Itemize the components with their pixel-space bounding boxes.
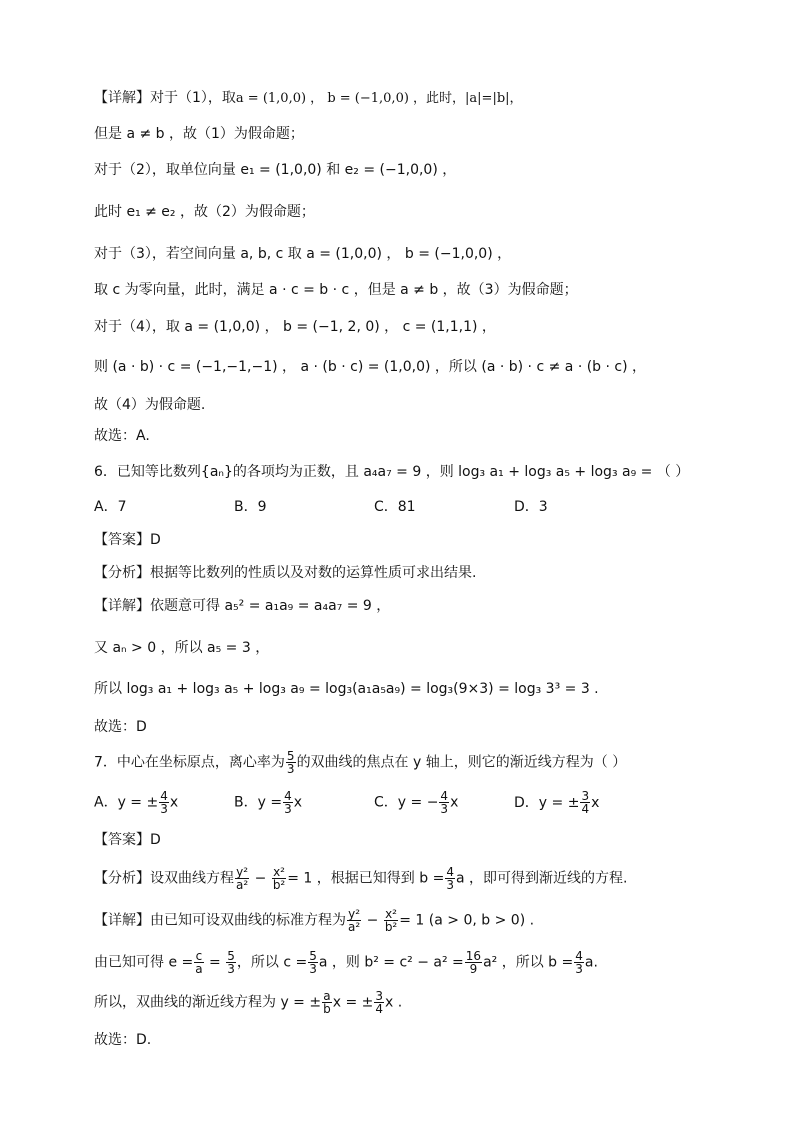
fraction: $\frac{4}{3}$ — [284, 789, 292, 816]
fraction: $\frac{\text{y²}}{\text{a²}}$ — [348, 907, 361, 934]
q7-answer: 【答案】D — [94, 832, 161, 848]
q5-detail-line1: 【详解】对于（1），取a = (1,0,0) ， b = (−1,0,0) ，此时，|a|=|b|， — [94, 90, 523, 106]
q5-detail-line5: 对于（3），若空间向量 a, b, c 取 a = (1,0,0) ， b = (−1,0,0) ， — [94, 246, 512, 262]
q6-detail-line2: 又 aₙ > 0 ，所以 a₅ = 3 ， — [94, 640, 270, 656]
q6-conclusion: 故选：D — [94, 719, 147, 735]
q7-option-d: D．y = ± $\frac{3}{4}$ x — [514, 789, 600, 816]
fraction: $\frac{\text{x²}}{\text{b²}}$ — [384, 907, 398, 934]
fraction: $\frac{a}{b}$ — [323, 989, 331, 1016]
q7-option-b: B．y = $\frac{4}{3}$ x — [234, 789, 303, 816]
q5-detail-line8: 则 (a · b) · c = (−1,−1,−1) ， a · (b · c) = (1,0,0) ，所以 (a · b) · c ≠ a · (b · c) ， — [94, 359, 647, 375]
q6-stem: 6．已知等比数列{aₙ}的各项均为正数，且 a₄a₇ = 9 ，则 log₃ a₁ + log₃ a₅ + log₃ a₉ = （ ） — [94, 464, 690, 480]
fraction: $\frac{c}{a}$ — [195, 949, 203, 976]
q7-option-a: A．y = ± $\frac{4}{3}$ x — [94, 789, 179, 816]
fraction: $\frac{4}{3}$ — [440, 789, 449, 816]
q7-detail-line2: 由已知可得 e = $\frac{c}{a}$ = $\frac{5}{3}$ ，所以 c = $\frac{5}{3}$ a ，则 b² = c² − a² = $\frac{16}{9}$ a² ，所以 b = $\frac{4}{3}$ a. — [94, 949, 598, 976]
fraction: $\frac{4}{3}$ — [160, 789, 168, 816]
q6-detail-line3: 所以 log₃ a₁ + log₃ a₅ + log₃ a₉ = log₃(a₁a₅a₉) = log₃(9×3) = log₃ 3³ = 3 . — [94, 681, 599, 697]
q5-detail-line3: 对于（2），取单位向量 e₁ = (1,0,0) 和 e₂ = (−1,0,0) ， — [94, 162, 457, 178]
q7-analysis: 【分析】设双曲线方程 $\frac{\text{y²}}{\text{a²}}$ − $\frac{\text{x²}}{\text{b²}}$ = 1 ，根据已知得到 b = $\frac{4}{3}$ a ，即可得到渐近线的方程. — [94, 865, 628, 892]
q7-option-c: C．y = − $\frac{4}{3}$ x — [374, 789, 459, 816]
fraction: $\frac{4}{3}$ — [575, 949, 583, 976]
q7-options — [94, 790, 599, 815]
q6-options — [94, 497, 548, 517]
q5-detail-line6: 取 c 为零向量，此时，满足 a · c = b · c ，但是 a ≠ b ，故（3）为假命题； — [94, 282, 578, 298]
q5-detail-line4: 此时 e₁ ≠ e₂ ，故（2）为假命题； — [94, 204, 315, 220]
fraction: $\frac{16}{9}$ — [465, 949, 482, 976]
fraction: $\frac{4}{3}$ — [446, 865, 454, 892]
fraction: $\frac{3}{4}$ — [581, 789, 590, 816]
q5-conclusion: 故选：A. — [94, 428, 150, 444]
q6-detail-line1: 【详解】依题意可得 a₅² = a₁a₉ = a₄a₇ = 9 ， — [94, 598, 391, 614]
q5-detail-line2: 但是 a ≠ b ，故（1）为假命题； — [94, 126, 304, 142]
fraction: $\frac{\text{y²}}{\text{a²}}$ — [236, 865, 249, 892]
q6-option-a: A．7 — [94, 499, 127, 515]
q5-detail-line9: 故（4）为假命题. — [94, 397, 206, 413]
fraction: $\frac{5}{3}$ — [309, 949, 317, 976]
q6-answer: 【答案】D — [94, 532, 161, 548]
q6-option-b: B．9 — [234, 499, 267, 515]
fraction: $\frac{\text{x²}}{\text{b²}}$ — [272, 865, 286, 892]
q5-detail-line7: 对于（4），取 a = (1,0,0) ， b = (−1, 2, 0) ， c = (1,1,1) ， — [94, 319, 496, 335]
q6-analysis: 【分析】根据等比数列的性质以及对数的运算性质可求出结果. — [94, 565, 477, 581]
q7-detail-line1: 【详解】由已知可设双曲线的标准方程为 $\frac{\text{y²}}{\text{a²}}$ − $\frac{\text{x²}}{\text{b²}}$ = 1 (a > 0, b > 0) . — [94, 907, 535, 934]
fraction: $\frac{3}{4}$ — [375, 989, 384, 1016]
q7-stem: 7．中心在坐标原点，离心率为 $\frac{5}{3}$ 的双曲线的焦点在 y 轴上，则它的渐近线方程为（ ） — [94, 749, 627, 776]
q7-conclusion: 故选：D. — [94, 1032, 152, 1048]
fraction: $\frac{5}{3}$ — [227, 949, 235, 976]
q6-option-c: C．81 — [374, 499, 416, 515]
fraction: $\frac{5}{3}$ — [286, 749, 295, 776]
q6-option-d: D．3 — [514, 499, 548, 515]
q7-detail-line3: 所以，双曲线的渐近线方程为 y = ± $\frac{a}{b}$ x = ± $\frac{3}{4}$ x . — [94, 989, 403, 1016]
